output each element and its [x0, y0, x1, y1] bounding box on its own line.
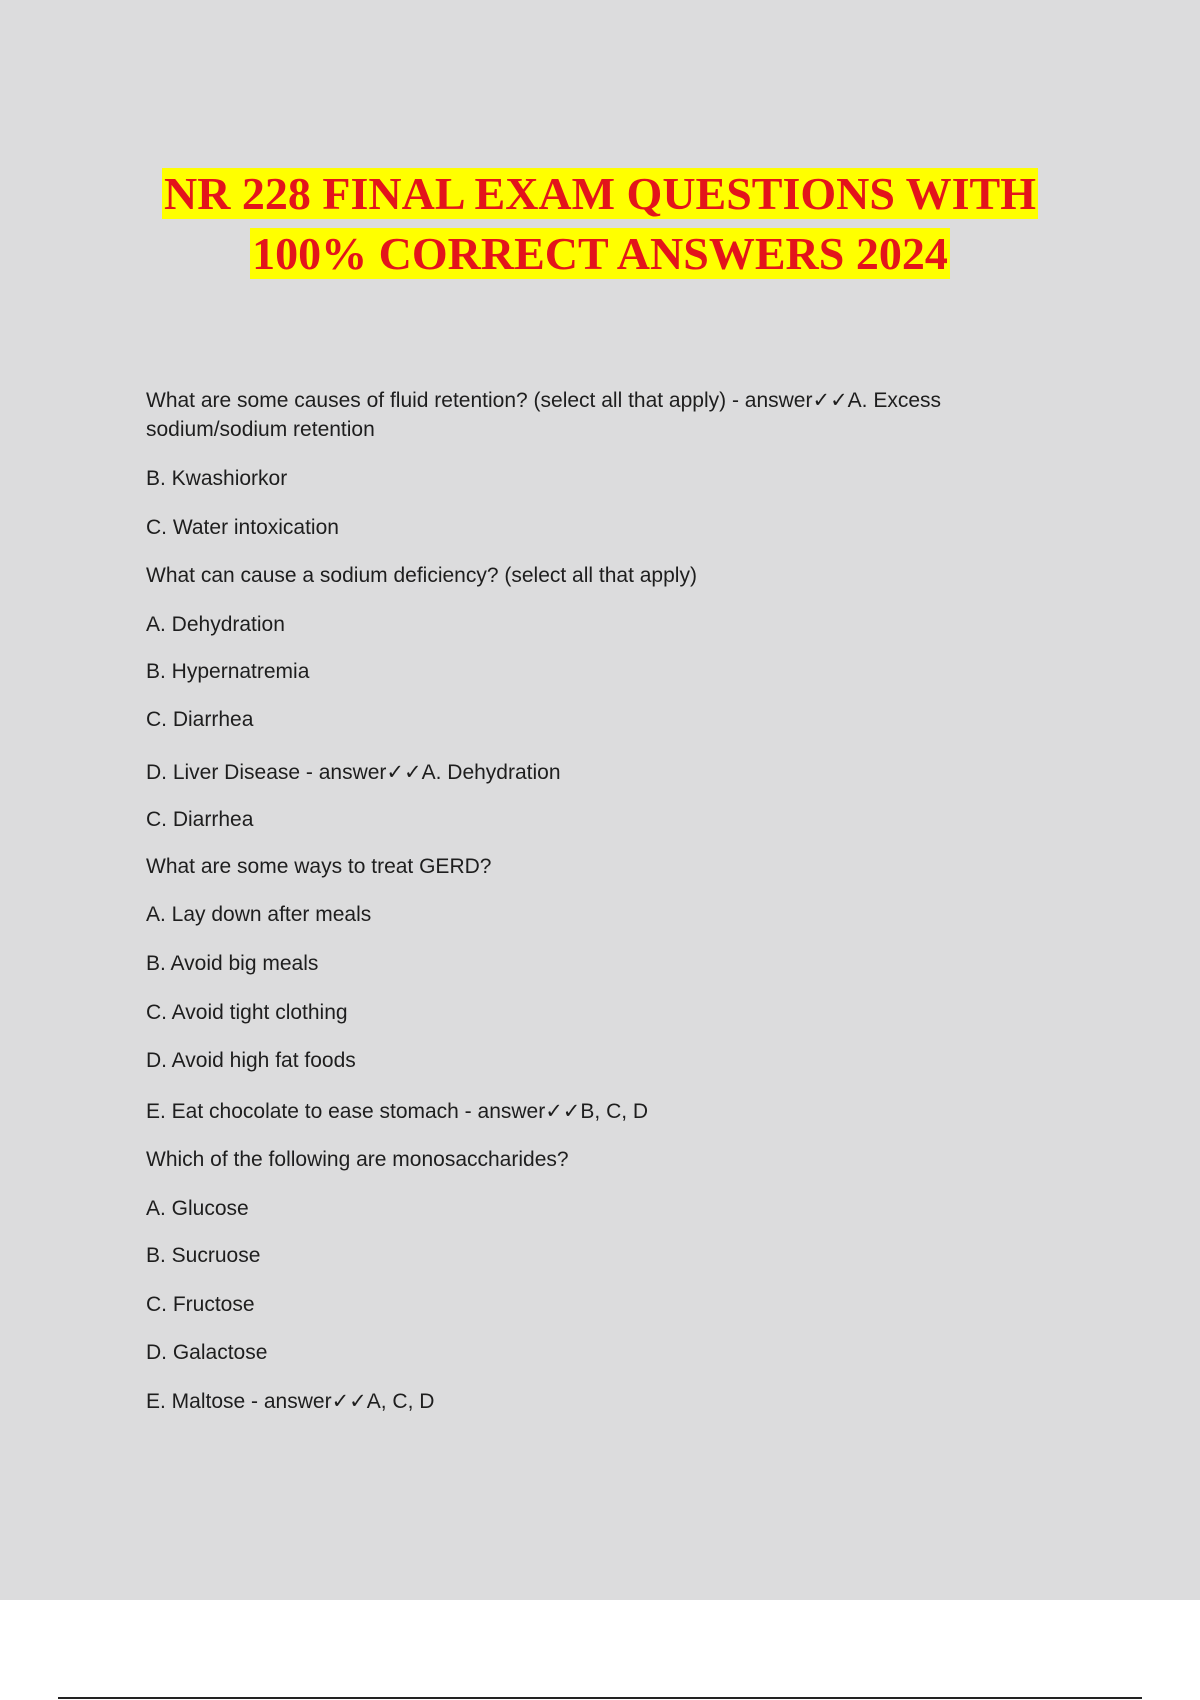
answer-option-with-answer: E. Eat chocolate to ease stomach - answer✓✓B, C, D [146, 1100, 649, 1123]
answer-option: B. Sucruose [146, 1244, 261, 1267]
answer-option: A. Lay down after meals [146, 903, 372, 926]
answer-option-with-answer: D. Liver Disease - answer✓✓A. Dehydration [146, 761, 561, 784]
answer-option: B. Avoid big meals [146, 952, 319, 975]
answer-option: C. Avoid tight clothing [146, 1001, 348, 1024]
answer-option: A. Dehydration [146, 613, 285, 636]
answer-option-with-answer: E. Maltose - answer✓✓A, C, D [146, 1390, 435, 1413]
answer-option: C. Diarrhea [146, 708, 254, 731]
question-1-text-continued: sodium/sodium retention [146, 418, 375, 441]
question-4-text: Which of the following are monosaccharides? [146, 1148, 569, 1171]
answer-option: B. Kwashiorkor [146, 467, 288, 490]
answer-option: D. Avoid high fat foods [146, 1049, 356, 1072]
answer-option: A. Glucose [146, 1197, 249, 1220]
question-3-text: What are some ways to treat GERD? [146, 855, 492, 878]
footer-divider [58, 1697, 1142, 1699]
question-2-text: What can cause a sodium deficiency? (select all that apply) [146, 564, 697, 587]
question-1-text: What are some causes of fluid retention? (select all that apply) - answer✓✓A. Excess [146, 389, 942, 412]
answer-option: C. Diarrhea [146, 808, 254, 831]
document-title [0, 164, 1200, 284]
title-line-2: 100% CORRECT ANSWERS 2024 [252, 228, 948, 279]
title-line-1: NR 228 FINAL EXAM QUESTIONS WITH [163, 168, 1037, 219]
answer-option: B. Hypernatremia [146, 660, 310, 683]
answer-option: C. Fructose [146, 1293, 255, 1316]
answer-option: C. Water intoxication [146, 516, 339, 539]
answer-option: D. Galactose [146, 1341, 268, 1364]
